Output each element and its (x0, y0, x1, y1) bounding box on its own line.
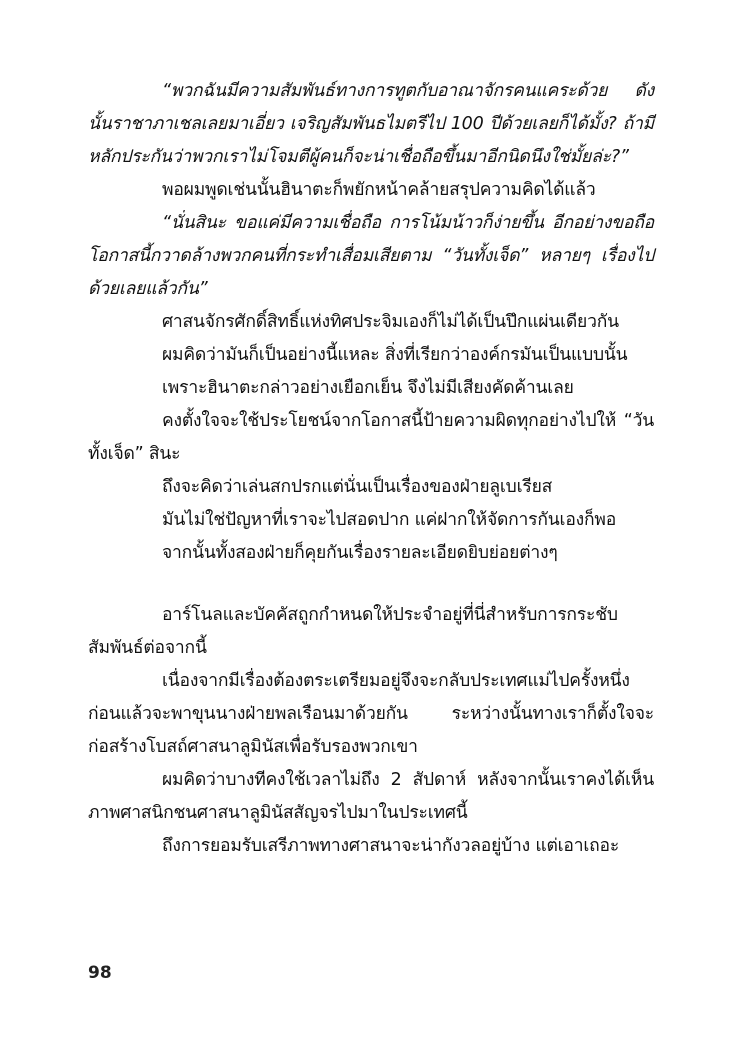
paragraph: พอผมพูดเช่นนั้นฮินาตะก็พยักหน้าคล้ายสรุปความคิดได้แล้ว (162, 180, 596, 200)
paragraph: เนื่องจากมีเรื่องต้องตระเตรียมอยู่จึงจะกลับประเทศแม่ไปครั้งหนึ่งก่อนแล้วจะพาขุนนางฝ่ายพลเรือนมาด้วยกัน ระหว่างนั้นทางเราก็ตั้งใจจะก่อสร้างโบสถ์ศาสนาลูมินัสเพื่อรับรองพวกเขา (88, 671, 654, 757)
paragraph: คงตั้งใจจะใช้ประโยชน์จากโอกาสนี้ป้ายความผิดทุกอย่างไปให้ “วันทั้งเจ็ด” สินะ (88, 411, 654, 464)
paragraph: ศาสนจักรศักดิ์สิทธิ์แห่งทิศประจิมเองก็ไม่ได้เป็นปึกแผ่นเดียวกัน (162, 312, 619, 332)
paragraph: จากนั้นทั้งสองฝ่ายก็คุยกันเรื่องรายละเอียดยิบย่อยต่างๆ (162, 543, 558, 563)
paragraph: มันไม่ใช่ปัญหาที่เราจะไปสอดปาก แค่ฝากให้จัดการกันเองก็พอ (162, 510, 617, 530)
paragraph: เพราะฮินาตะกล่าวอย่างเยือกเย็น จึงไม่มีเสียงคัดค้านเลย (162, 378, 574, 398)
paragraph: อาร์โนลและบัคคัสถูกกำหนดให้ประจำอยู่ที่นี่สำหรับการกระชับสัมพันธ์ต่อจากนี้ (88, 605, 618, 658)
paragraph-dialogue: “พวกฉันมีความสัมพันธ์ทางการทูตกับอาณาจักรคนแคระด้วย ดังนั้นราชาภาเชลเลยมาเอี่ยว เจริญสัมพันธไมตรีไป 100 ปีด้วยเลยก็ได้มั้ง? ถ้ามีหลักประกันว่าพวกเราไม่โจมตีผู้คนก็จะน่าเชื่อถือขึ้นมาอีกนิดนึงใช่มั้ยล่ะ?” (88, 81, 654, 167)
body-text (88, 75, 654, 863)
page-number: 98 (88, 963, 112, 983)
paragraph: ผมคิดว่ามันก็เป็นอย่างนี้แหละ สิ่งที่เรียกว่าองค์กรมันเป็นแบบนั้น (162, 345, 628, 365)
paragraph-dialogue: “นั่นสินะ ขอแค่มีความเชื่อถือ การโน้มน้าวก็ง่ายขึ้น อีกอย่างขอถือโอกาสนี้กวาดล้างพวกคนที่กระทำเสื่อมเสียตาม “วันทั้งเจ็ด” หลายๆ เรื่องไปด้วยเลยแล้วกัน” (88, 213, 654, 299)
paragraph: ถึงจะคิดว่าเล่นสกปรกแต่นั่นเป็นเรื่องของฝ่ายลูเบเรียส (162, 477, 553, 497)
paragraph: ถึงการยอมรับเสรีภาพทางศาสนาจะน่ากังวลอยู่บ้าง แต่เอาเถอะ (162, 836, 620, 856)
paragraph: ผมคิดว่าบางทีคงใช้เวลาไม่ถึง 2 สัปดาห์ หลังจากนั้นเราคงได้เห็นภาพศาสนิกชนศาสนาลูมินัสสัญจรไปมาในประเทศนี้ (88, 770, 654, 823)
